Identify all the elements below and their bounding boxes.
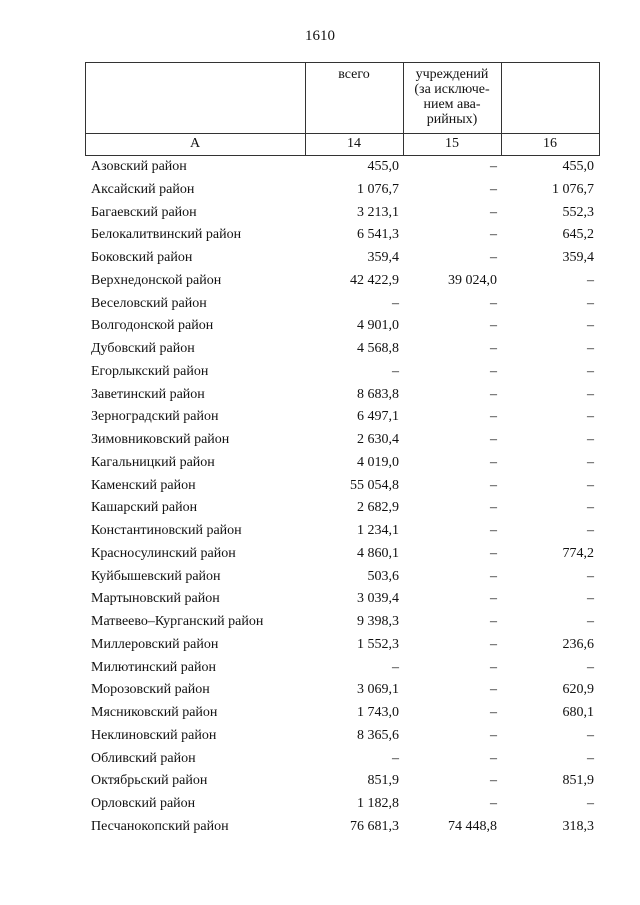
value-col-14: 1 234,1 [357,523,399,538]
column-15-label: учреждений (за исключе- нием ава- рийных) [414,67,490,127]
row-name: Матвеево–Курганский район [91,614,264,629]
table-row [85,498,600,521]
table-row [85,157,600,180]
table-row [85,589,600,612]
value-col-14: – [392,750,399,766]
value-col-16: 620,9 [562,682,594,698]
value-col-16: – [587,727,594,743]
value-col-16: – [587,341,594,356]
table-row [85,703,600,726]
value-col-15: – [490,682,497,698]
table-row [85,385,600,408]
value-col-15: – [490,318,497,334]
table-row [85,339,600,362]
value-col-15: – [490,500,497,516]
value-col-15: – [490,796,497,811]
value-col-14: 6 497,1 [357,409,399,425]
value-col-16: 359,4 [562,250,594,265]
value-col-14: 4 860,1 [357,545,399,561]
table-row [85,771,600,794]
value-col-14: 1 552,3 [357,636,399,652]
value-col-16: – [587,614,594,629]
value-col-15: – [490,636,497,652]
value-col-16: 774,2 [562,545,594,561]
column-number-16: 16 [543,136,557,151]
row-name: Красносулинский район [91,545,236,561]
row-name: Милютинский район [91,659,217,675]
value-col-14: 2 630,4 [357,432,399,447]
table-row [85,612,600,635]
value-col-15: – [490,727,497,743]
value-col-14: 55 054,8 [350,477,399,493]
value-col-15: – [490,409,497,425]
table-row [85,476,600,499]
value-col-16: – [587,500,594,516]
value-col-16: 680,1 [562,705,594,720]
column-number-14: 14 [347,136,361,151]
value-col-16: 645,2 [562,227,594,243]
table-row [85,521,600,544]
value-col-15: 74 448,8 [448,818,497,834]
table-row [85,407,600,430]
value-col-16: – [587,659,594,675]
value-col-15: – [490,432,497,447]
value-col-15: – [490,614,497,629]
row-name: Заветинский район [91,386,205,402]
value-col-15: – [490,773,497,789]
row-name: Зерноградский район [91,409,219,425]
table-row [85,248,600,271]
value-col-14: 42 422,9 [350,272,399,288]
table-row [85,362,600,385]
value-col-14: 4 568,8 [357,341,399,356]
value-col-16: – [587,432,594,447]
value-col-14: 8 683,8 [357,386,399,402]
row-name: Кашарский район [91,500,198,516]
value-col-15: 39 024,0 [448,272,497,288]
row-name: Неклиновский район [91,727,217,743]
value-col-16: – [587,750,594,766]
column-number-15: 15 [445,136,459,151]
value-col-15: – [490,295,497,311]
value-col-14: 4 019,0 [357,454,399,470]
value-col-15: – [490,545,497,561]
row-name: Аксайский район [91,181,195,197]
row-name: Морозовский район [91,682,210,698]
table-row [85,658,600,681]
value-col-14: – [392,363,399,379]
row-name: Верхнедонской район [91,272,222,288]
value-col-14: 76 681,3 [350,818,399,834]
row-name: Каменский район [91,477,196,493]
value-col-16: – [587,409,594,425]
value-col-16: – [587,318,594,334]
value-col-15: – [490,341,497,356]
page-number: 1610 [305,28,335,44]
value-col-16: 552,3 [562,204,594,220]
value-col-14: 3 069,1 [357,682,399,698]
value-col-16: – [587,363,594,379]
column-number-a: А [189,136,201,151]
value-col-15: – [490,363,497,379]
table-header [85,62,600,157]
value-col-14: 851,9 [367,773,399,789]
value-col-16: – [587,272,594,288]
value-col-16: – [587,454,594,470]
value-col-16: – [587,796,594,811]
table-row [85,544,600,567]
value-col-14: – [392,659,399,675]
table-row [85,635,600,658]
row-name: Зимовниковский район [91,432,230,447]
value-col-15: – [490,159,497,174]
table-row [85,794,600,817]
value-col-16: – [587,386,594,402]
value-col-14: 359,4 [367,250,399,265]
table-row [85,749,600,772]
value-col-14: 8 365,6 [357,727,399,743]
row-name: Багаевский район [91,204,197,220]
row-name: Дубовский район [91,341,195,356]
value-col-14: 1 076,7 [357,181,399,197]
table-row [85,316,600,339]
value-col-14: 4 901,0 [357,318,399,334]
value-col-16: 1 076,7 [552,181,594,197]
row-name: Волгодонской район [91,318,214,334]
table-row [85,817,600,840]
table-row [85,680,600,703]
column-14-label: всего [338,67,370,82]
value-col-14: 3 039,4 [357,591,399,607]
value-col-14: 1 182,8 [357,796,399,811]
row-name: Миллеровский район [91,636,219,652]
table-row [85,203,600,226]
value-col-15: – [490,181,497,197]
value-col-15: – [490,591,497,607]
value-col-14: – [392,295,399,311]
row-name: Азовский район [91,159,187,174]
value-col-16: 236,6 [562,636,594,652]
value-col-15: – [490,568,497,584]
value-col-16: 455,0 [562,159,594,174]
value-col-16: – [587,295,594,311]
row-name: Орловский район [91,796,196,811]
row-name: Октябрьский район [91,773,208,789]
value-col-14: 3 213,1 [357,204,399,220]
value-col-16: – [587,591,594,607]
table-row [85,225,600,248]
row-name: Кагальницкий район [91,454,215,470]
row-name: Константиновский район [91,523,242,538]
table-row [85,271,600,294]
row-name: Куйбышевский район [91,568,221,584]
value-col-15: – [490,659,497,675]
row-name: Мясниковский район [91,705,218,720]
row-name: Песчанокопский район [91,818,229,834]
value-col-14: 503,6 [367,568,399,584]
row-name: Егорлыкский район [91,363,209,379]
value-col-15: – [490,477,497,493]
value-col-15: – [490,705,497,720]
table-row [85,567,600,590]
value-col-14: 1 743,0 [357,705,399,720]
value-col-16: – [587,523,594,538]
value-col-16: – [587,568,594,584]
row-name: Веселовский район [91,295,207,311]
value-col-14: 455,0 [367,159,399,174]
value-col-14: 2 682,9 [357,500,399,516]
value-col-15: – [490,204,497,220]
table-row [85,726,600,749]
table-body [85,157,600,840]
row-name: Боковский район [91,250,193,265]
value-col-14: 9 398,3 [357,614,399,629]
value-col-15: – [490,750,497,766]
value-col-15: – [490,386,497,402]
table-row [85,453,600,476]
table-row [85,180,600,203]
value-col-15: – [490,250,497,265]
value-col-15: – [490,523,497,538]
table-row [85,294,600,317]
value-col-16: 318,3 [562,818,594,834]
value-col-15: – [490,454,497,470]
value-col-16: – [587,477,594,493]
value-col-15: – [490,227,497,243]
row-name: Обливский район [91,750,196,766]
row-name: Мартыновский район [91,591,220,607]
row-name: Белокалитвинский район [91,227,242,243]
value-col-14: 6 541,3 [357,227,399,243]
value-col-16: 851,9 [562,773,594,789]
table-row [85,430,600,453]
